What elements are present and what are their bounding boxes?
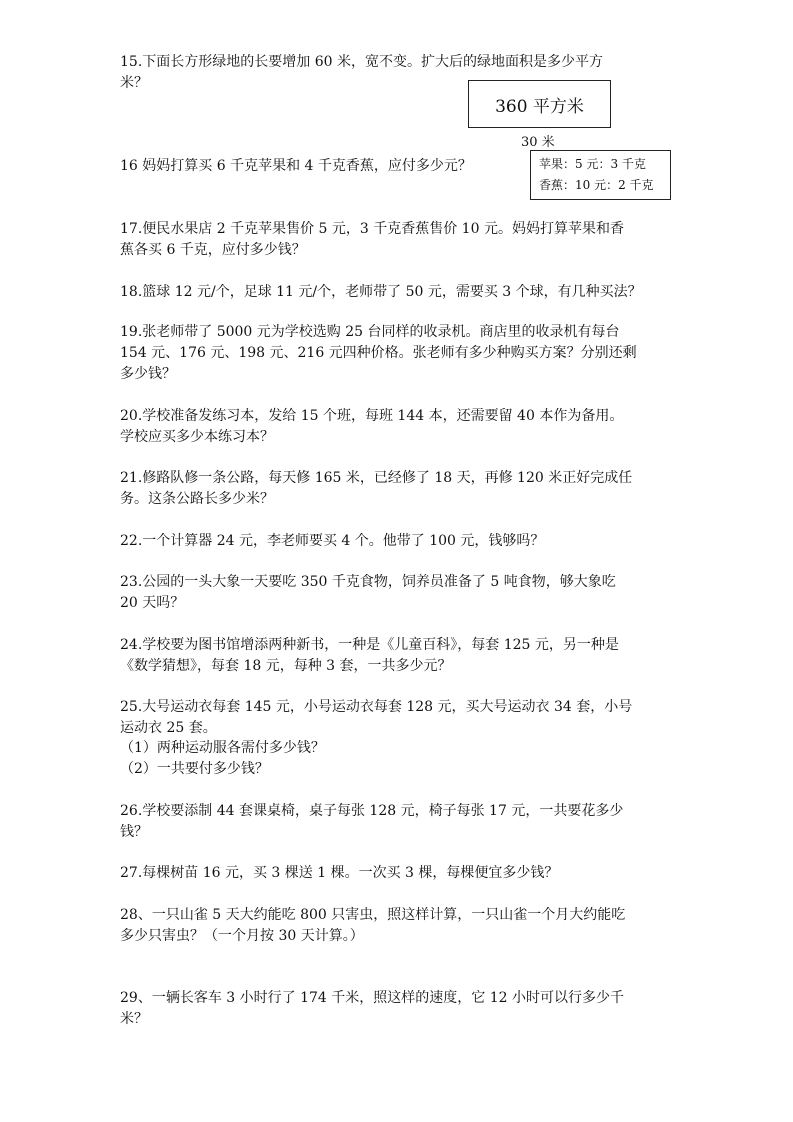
question-28-line-1: 28、一只山雀 5 天大约能吃 800 只害虫，照这样计算，一只山雀一个月大约能吃 xyxy=(120,907,626,923)
question-19-line-3: 多少钱？ xyxy=(120,366,176,382)
question-25-line-1: 25.大号运动衣每套 145 元，小号运动衣每套 128 元，买大号运动衣 34 套，小号 xyxy=(120,699,633,715)
question-21-line-1: 21.修路队修一条公路，每天修 165 米，已经修了 18 天，再修 120 米正好完成任 xyxy=(120,470,633,486)
question-17-line-2: 蕉各买 6 千克，应付多少钱？ xyxy=(120,242,306,258)
question-17-line-1: 17.便民水果店 2 千克苹果售价 5 元，3 千克香蕉售价 10 元。妈妈打算苹果和香 xyxy=(120,221,624,237)
question-24-line-2: 《数学猜想》，每套 18 元，每种 3 套，一共多少元？ xyxy=(120,658,452,674)
question-29-line-2: 米？ xyxy=(120,1011,148,1027)
question-19-line-1: 19.张老师带了 5000 元为学校选购 25 台同样的收录机。商店里的收录机有每台 xyxy=(120,324,620,340)
question-29-line-1: 29、一辆长客车 3 小时行了 174 千米，照这样的速度，它 12 小时可以行多少千 xyxy=(120,990,624,1006)
question-15-line-2: 米？ xyxy=(120,75,148,91)
question-16-line-1: 16 妈妈打算买 6 千克苹果和 4 千克香蕉，应付多少元？ xyxy=(120,158,472,174)
width-label: 30 米 xyxy=(521,135,555,150)
rectangle-area-diagram xyxy=(468,80,611,128)
question-26-line-1: 26.学校要添制 44 套课桌椅，桌子每张 128 元，椅子每张 17 元，一共要花多少 xyxy=(120,803,624,819)
question-25-subquestion-2: （2）一共要付多少钱？ xyxy=(120,761,269,777)
apple-price: 苹果：5 元：3 千克 xyxy=(539,157,646,171)
question-15-line-1: 15.下面长方形绿地的长要增加 60 米，宽不变。扩大后的绿地面积是多少平方 xyxy=(120,54,603,70)
question-28-line-2: 多少只害虫？（一个月按 30 天计算。） xyxy=(120,928,364,944)
price-info-box xyxy=(530,150,671,200)
question-26-line-2: 钱？ xyxy=(120,824,148,840)
area-label: 360 平方米 xyxy=(495,96,584,117)
question-20-line-2: 学校应买多少本练习本？ xyxy=(120,429,274,445)
question-19-line-2: 154 元、176 元、198 元、216 元四种价格。张老师有多少种购买方案？分别还剩 xyxy=(120,345,637,361)
question-18-line-1: 18.篮球 12 元/个，足球 11 元/个，老师带了 50 元，需要买 3 个球，有几种买法？ xyxy=(120,284,642,300)
question-24-line-1: 24.学校要为图书馆增添两种新书，一种是《儿童百科》，每套 125 元，另一种是 xyxy=(120,637,619,653)
question-25-subquestion-1: （1）两种运动服各需付多少钱？ xyxy=(120,740,325,756)
question-20-line-1: 20.学校准备发练习本，发给 15 个班，每班 144 本，还需要留 40 本作为备用。 xyxy=(120,408,624,424)
question-25-line-2: 运动衣 25 套。 xyxy=(120,720,217,736)
question-22-line-1: 22.一个计算器 24 元，李老师要买 4 个。他带了 100 元，钱够吗？ xyxy=(120,533,545,549)
question-21-line-2: 务。这条公路长多少米？ xyxy=(120,491,274,507)
question-23-line-2: 20 天吗？ xyxy=(120,595,185,611)
question-23-line-1: 23.公园的一头大象一天要吃 350 千克食物，饲养员准备了 5 吨食物，够大象吃 xyxy=(120,574,616,590)
banana-price: 香蕉：10 元：2 千克 xyxy=(539,178,654,192)
question-27-line-1: 27.每棵树苗 16 元，买 3 棵送 1 棵。一次买 3 棵，每棵便宜多少钱？ xyxy=(120,865,559,881)
